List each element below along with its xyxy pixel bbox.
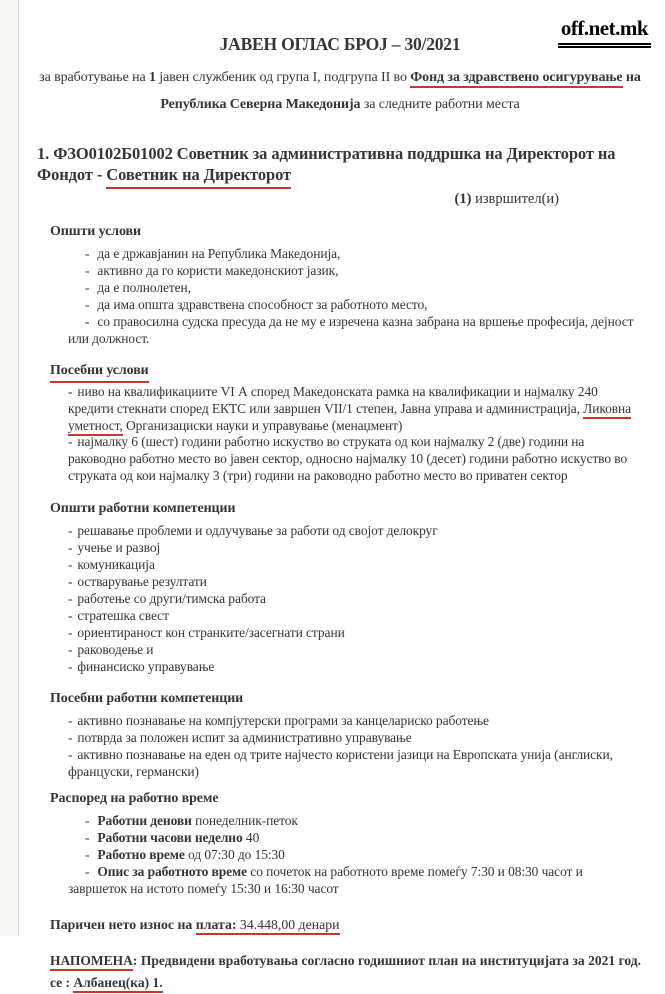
art-field-underlined: Ликовна уметност,	[68, 401, 631, 436]
offnet-logo-text: off.net.mk	[560, 16, 648, 40]
note-paragraph	[50, 950, 641, 994]
special-conditions-item: - најмалку 6 (шест) години работно искуство во струката од кои најмалку 2 (две) години на раководно работно место во јавен сектор, односно најмалку 10 (десет) години работно искуство во струката од кои најмалку 3 (три) години на раководно работно место во приватен сектор	[68, 434, 643, 484]
list-item	[68, 829, 643, 846]
list-item: - стратешка свест	[68, 607, 643, 624]
list-item: - да има општа здравствена способност за работното место,	[68, 296, 643, 313]
schedule-label: Работни денови	[97, 812, 192, 828]
general-conditions-list	[37, 245, 643, 347]
section-heading-work-schedule: Распоред на работно време	[50, 790, 219, 806]
salary-underlined	[196, 917, 340, 935]
schedule-value: со почеток на работното време помеѓу 7:30 и 08:30 часот и завршеток на истото помеѓу 15:30 и 16:30 часот	[68, 863, 583, 896]
special-conditions-item	[68, 384, 643, 434]
list-item: - да е полнолетен,	[68, 279, 643, 296]
list-item: - финансиско управување	[68, 658, 643, 675]
salary-label: Паричен нето износ на	[50, 916, 196, 932]
job-position-heading	[37, 144, 643, 185]
work-schedule-list	[37, 812, 643, 897]
institution-name-rest: на Република Северна Македонија	[160, 70, 641, 112]
list-item: - работење со други/тимска работа	[68, 590, 643, 607]
salary-separator: :	[231, 916, 240, 932]
list-item: - потврда за положен испит за административно управување	[68, 729, 643, 746]
salary-label-word: плата	[195, 916, 232, 932]
schedule-label: Работни часови неделно	[97, 829, 243, 845]
list-item	[68, 846, 643, 863]
subtitle-text: јавен службеник од група I, подгрупа II во	[155, 70, 411, 85]
list-item: - раководење и	[68, 641, 643, 658]
schedule-label: Работно време	[97, 846, 185, 862]
special-conditions-heading-underlined: Посебни услови	[50, 363, 149, 383]
schedule-label: Опис за работното време	[97, 863, 248, 879]
announcement-title: ЈАВЕН ОГЛАС БРОЈ – 30/2021	[219, 34, 461, 54]
executors-line	[37, 191, 643, 208]
document-content	[19, 0, 665, 994]
list-item	[68, 863, 643, 897]
list-item: - активно познавање на еден од трите најчесто користени јазици на Европската унија (англиски, француски, германски)	[68, 746, 643, 780]
page-left-margin-strip	[0, 0, 19, 936]
section-heading-special-competencies: Посебни работни компетенции	[50, 690, 244, 706]
list-item: - ориентираност кон странките/засегнати страни	[68, 624, 643, 641]
section-heading-special-conditions	[50, 363, 643, 379]
schedule-value: 40	[242, 829, 260, 845]
job-code-and-title: 1. ФЗО0102Б01002 Советник за административна поддршка на Директорот на Фондот -	[37, 144, 616, 184]
executors-count: (1)	[454, 191, 472, 207]
paragraph-text: ниво на квалификациите VI А според Македонската рамка на квалификации и најмалку 240 кредити стекнати според ЕКТС или завршен VII/1 степен, Јавна управа и администрација,	[68, 384, 598, 416]
list-item: - да е државјанин на Република Македонија,	[68, 245, 643, 262]
list-item: - активно да го користи македонскиот јазик,	[68, 262, 643, 279]
note-label-underlined: НАПОМЕНА	[50, 953, 133, 971]
paragraph-text: Организациски науки и управување (менаџмент)	[122, 417, 403, 433]
list-item: - остварување резултати	[68, 573, 643, 590]
note-highlight-underlined: Албанец(ка) 1.	[73, 975, 162, 993]
executors-label: извршител(и)	[471, 191, 559, 207]
institution-name-underlined: Фонд за здравствено осигурување	[410, 70, 622, 88]
subtitle-text: за вработување на	[39, 70, 149, 85]
general-competencies-list	[37, 522, 643, 675]
salary-line	[50, 917, 643, 933]
schedule-value: од 07:30 до 15:30	[184, 846, 285, 862]
list-item: - активно познавање на компјутерски програми за канцелариско работење	[68, 712, 643, 729]
subtitle-text: за следните работни места	[360, 97, 520, 112]
list-item: - комуникација	[68, 556, 643, 573]
list-item: - учење и развој	[68, 539, 643, 556]
announcement-subtitle	[37, 64, 643, 118]
list-item	[68, 812, 643, 829]
subtitle-count: 1	[149, 70, 156, 85]
special-competencies-list	[37, 712, 643, 780]
note-separator: :	[132, 952, 141, 968]
section-heading-general-conditions: Општи услови	[50, 224, 141, 239]
list-item: - решавање проблеми и одлучување за работи од својот делокруг	[68, 522, 643, 539]
list-item: - со правосилна судска пресуда да не му е изречена казна забрана на вршење професија, дејност или должност.	[68, 313, 643, 347]
job-title-underlined: Советник на Директорот	[106, 165, 291, 189]
schedule-value: понеделник-петок	[191, 812, 298, 828]
note-text: Предвидени вработувања согласно годишниот план на институцијата за 2021 год. се :	[50, 952, 641, 990]
salary-amount: 34.448,00 денари	[239, 916, 340, 932]
section-heading-general-competencies: Општи работни компетенции	[50, 500, 236, 516]
